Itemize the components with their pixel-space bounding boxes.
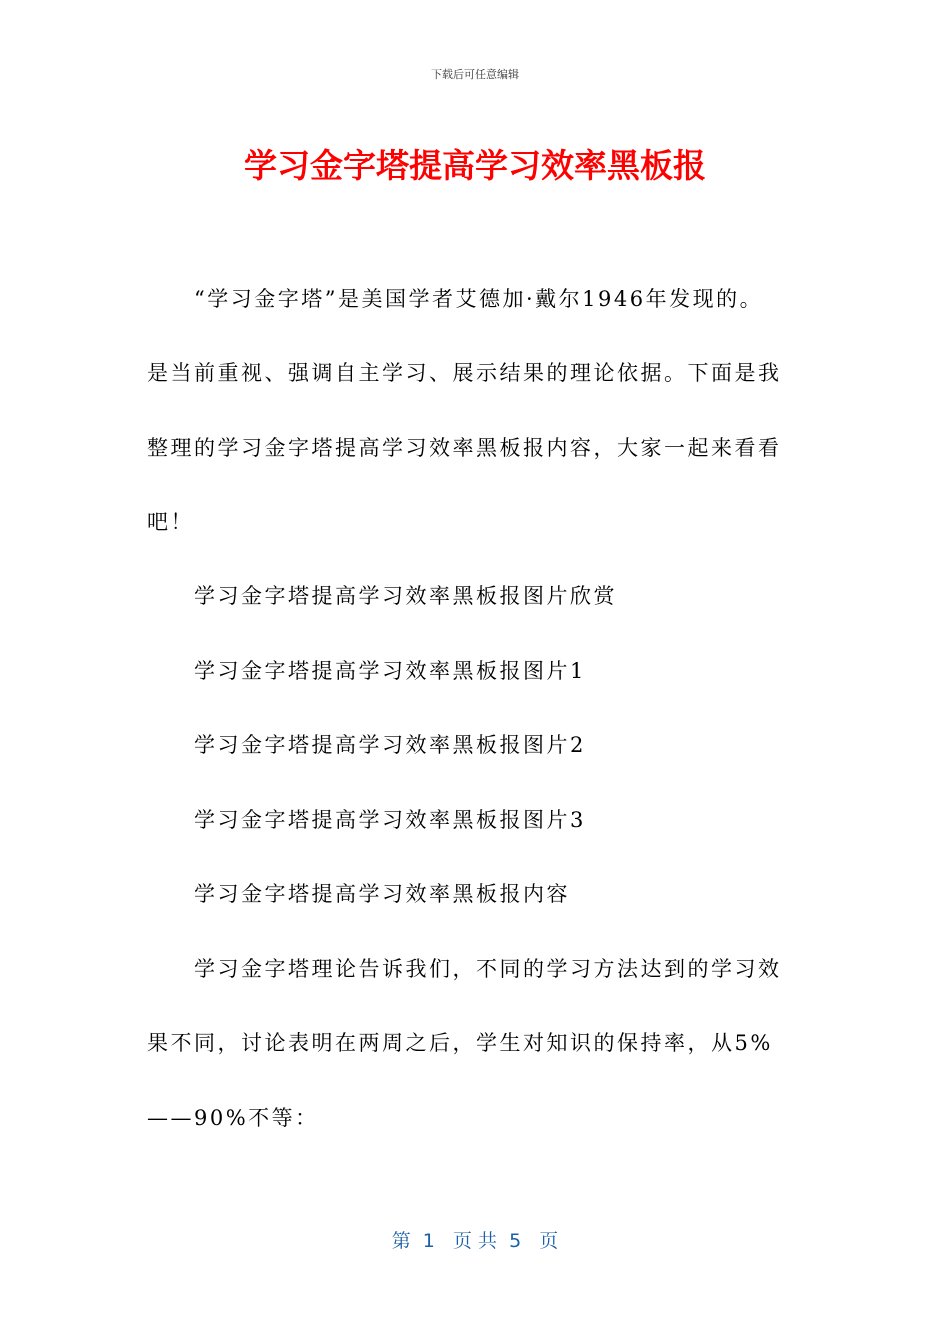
intro-line-3: 整理的学习金字塔提高学习效率黑板报内容，大家一起来看看 — [147, 436, 782, 460]
header-note: 下载后可任意编辑 — [431, 68, 519, 81]
body-line-2: 果不同，讨论表明在两周之后，学生对知识的保持率，从5% — [147, 1031, 773, 1055]
heading-image-3: 学习金字塔提高学习效率黑板报图片3 — [194, 808, 586, 832]
heading-image-1: 学习金字塔提高学习效率黑板报图片1 — [194, 659, 586, 683]
intro-line-2: 是当前重视、强调自主学习、展示结果的理论依据。下面是我 — [147, 361, 782, 385]
body-line-3: ——90%不等： — [147, 1106, 319, 1130]
intro-line-1: “学习金字塔”是美国学者艾德加·戴尔1946年发现的。 — [194, 287, 764, 311]
heading-image-2: 学习金字塔提高学习效率黑板报图片2 — [194, 733, 586, 757]
heading-gallery: 学习金字塔提高学习效率黑板报图片欣赏 — [194, 584, 617, 608]
heading-content: 学习金字塔提高学习效率黑板报内容 — [194, 882, 570, 906]
page-number-footer: 第 1 页 共 5 页 — [391, 1230, 559, 1252]
intro-line-4: 吧！ — [147, 510, 194, 534]
body-line-1: 学习金字塔理论告诉我们，不同的学习方法达到的学习效 — [194, 957, 782, 981]
page-title: 学习金字塔提高学习效率黑板报 — [244, 146, 706, 185]
